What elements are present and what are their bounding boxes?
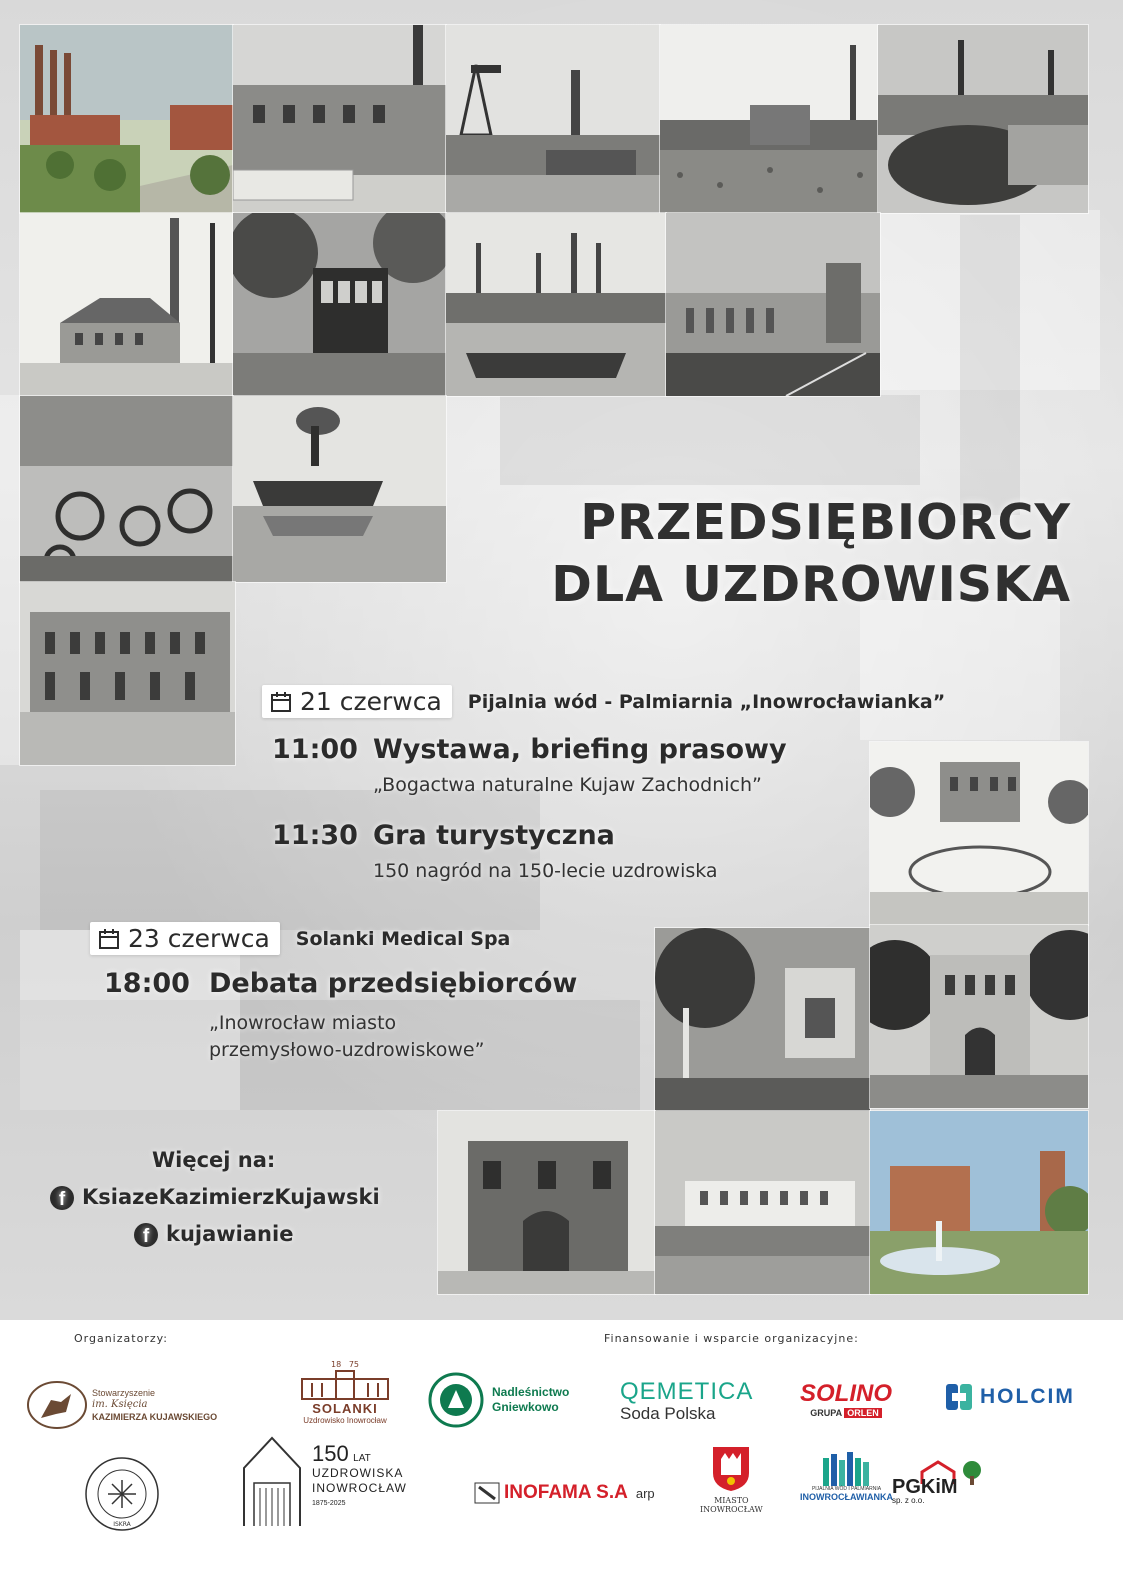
photo-villa-ivy <box>438 1111 655 1294</box>
photo-tram-street <box>233 213 446 396</box>
holcim-h-icon <box>944 1382 974 1412</box>
background-square <box>0 395 20 765</box>
photo-gasholder-rail <box>666 213 880 396</box>
day2-event1-title: Debata przedsiębiorców <box>209 968 578 999</box>
facebook-link-1[interactable] <box>50 1185 380 1210</box>
logo-text: Uzdrowisko Inowrocław <box>303 1416 387 1425</box>
day2-header <box>90 922 510 955</box>
photo-mine-headframe <box>446 25 660 213</box>
photo-steamboat <box>233 396 446 582</box>
photo-factory-field <box>660 25 878 213</box>
facebook-link-2[interactable] <box>134 1222 293 1247</box>
logo-miasto-inowroclaw <box>700 1445 763 1514</box>
page-title-line2: DLA UZDROWISKA <box>551 556 1071 613</box>
logo-solanki <box>300 1360 390 1425</box>
logo-text: SOLANKI <box>312 1401 378 1416</box>
logo-text: INOWROCŁAWIANKA <box>800 1492 893 1502</box>
spa-building-icon <box>300 1369 390 1401</box>
logo-text: LAT <box>353 1452 371 1464</box>
logo-text: ISKRA <box>113 1521 131 1528</box>
photo-machinery-yard <box>20 396 233 582</box>
logo-text: GRUPA <box>810 1408 842 1418</box>
logo-text: PGKiM <box>892 1476 958 1498</box>
photo-brick-factory <box>233 25 446 213</box>
background-square <box>860 600 1060 740</box>
logo-text: ORLEN <box>844 1408 882 1418</box>
forest-emblem-icon <box>428 1372 484 1428</box>
footer-logos <box>0 1320 1123 1588</box>
logo-text: INOWROCŁAW <box>312 1480 407 1495</box>
background-chimney <box>960 215 1020 515</box>
knight-emblem-icon <box>26 1380 88 1430</box>
background-square <box>20 930 240 1110</box>
photo-park-fountain <box>655 928 870 1111</box>
photo-industrial-panorama <box>878 25 1088 213</box>
tower-emblem-icon <box>234 1428 310 1528</box>
background-factory <box>500 395 920 485</box>
day1-place: Pijalnia wód - Palmiarnia „Inowrocławianka” <box>467 690 946 713</box>
logo-text: Stowarzyszenie <box>92 1388 156 1398</box>
day1-event1-title: Wystawa, briefing prasowy <box>373 734 787 765</box>
logo-text: 18 75 <box>330 1360 359 1369</box>
logo-text: 150 <box>312 1440 349 1466</box>
facebook-icon: f <box>50 1186 74 1210</box>
day1-header <box>262 685 945 718</box>
photo-villa-chimney <box>20 213 233 396</box>
logo-text: HOLCIM <box>980 1385 1075 1408</box>
logo-lasy-panstwowe <box>428 1372 569 1428</box>
logo-150-lat-uzdrowiska <box>234 1428 407 1528</box>
logo-inowroclawianka <box>800 1450 893 1502</box>
day2-date: 23 czerwca <box>128 924 270 953</box>
logo-text: Gniewkowo <box>492 1400 559 1414</box>
city-coat-of-arms-icon <box>711 1445 751 1493</box>
facebook-icon: f <box>134 1223 158 1247</box>
inofama-mark-icon <box>474 1482 500 1504</box>
logo-text: INOWROCŁAW <box>700 1505 763 1514</box>
day2-date-badge <box>90 922 280 955</box>
day1-date-badge <box>262 685 452 718</box>
logo-holcim <box>944 1382 1075 1412</box>
photo-barge-factory <box>446 213 666 396</box>
logo-text: 1875-2025 <box>312 1499 346 1507</box>
logo-text: Nadleśnictwo <box>492 1385 570 1399</box>
day2-place: Solanki Medical Spa <box>295 927 511 950</box>
photo-colored-fountain <box>870 1111 1088 1294</box>
logo-text: PIJALNIA WÓD I PALMIARNIA <box>811 1486 882 1492</box>
day2-event1-subtitle: „Inowrocław miasto przemysłowo-uzdrowiskowe” <box>209 1012 485 1061</box>
logo-text: INOFAMA S.A <box>504 1482 628 1503</box>
logo-text: Soda Polska <box>620 1404 716 1423</box>
logo-inofama <box>474 1482 655 1504</box>
facebook-link-1-text: KsiazeKazimierzKujawski <box>82 1185 380 1209</box>
logo-text: UZDROWISKA <box>312 1465 404 1480</box>
day1-event2-title: Gra turystyczna <box>373 820 615 851</box>
day1-event1-time: 11:00 <box>272 734 358 765</box>
organizers-label: Organizatorzy: <box>74 1332 169 1345</box>
logo-qemetica <box>620 1378 753 1424</box>
day1-event2-subtitle: 150 nagród na 150-lecie uzdrowiska <box>373 860 718 882</box>
logo-text: KAZIMIERZA KUJAWSKIEGO <box>92 1412 218 1422</box>
sponsors-label: Finansowanie i wsparcie organizacyjne: <box>604 1332 859 1345</box>
calendar-icon <box>270 691 292 713</box>
logo-text: MIASTO <box>714 1496 749 1505</box>
logo-text: arp <box>635 1485 655 1501</box>
logo-iskra <box>84 1456 160 1532</box>
day2-event1-time: 18:00 <box>104 968 190 999</box>
palm-house-icon <box>819 1450 875 1486</box>
calendar-icon <box>98 928 120 950</box>
photo-sanatorium <box>655 1111 870 1294</box>
photo-railway-station <box>20 582 235 765</box>
logo-pgkim <box>892 1460 984 1505</box>
more-info-label: Więcej na: <box>152 1148 276 1172</box>
photo-colored-factory-park <box>20 25 233 213</box>
logo-solino <box>800 1380 892 1418</box>
logo-text: QEMETICA <box>620 1378 754 1405</box>
day1-date: 21 czerwca <box>300 687 442 716</box>
spark-emblem-icon <box>84 1456 160 1532</box>
logo-text: sp. z o.o. <box>892 1496 925 1505</box>
logo-stowarzyszenie-kazimierza <box>26 1380 217 1430</box>
day1-event1-subtitle: „Bogactwa naturalne Kujaw Zachodnich” <box>373 774 762 796</box>
logo-text: im. Księcia <box>92 1399 148 1410</box>
facebook-link-2-text: kujawianie <box>166 1222 294 1246</box>
logo-text: SOLINO <box>800 1380 893 1407</box>
photo-spa-engraving <box>870 742 1088 925</box>
day1-event2-time: 11:30 <box>272 820 358 851</box>
photo-spa-house-trees <box>870 925 1088 1108</box>
page-title-line1: PRZEDSIĘBIORCY <box>580 494 1071 551</box>
